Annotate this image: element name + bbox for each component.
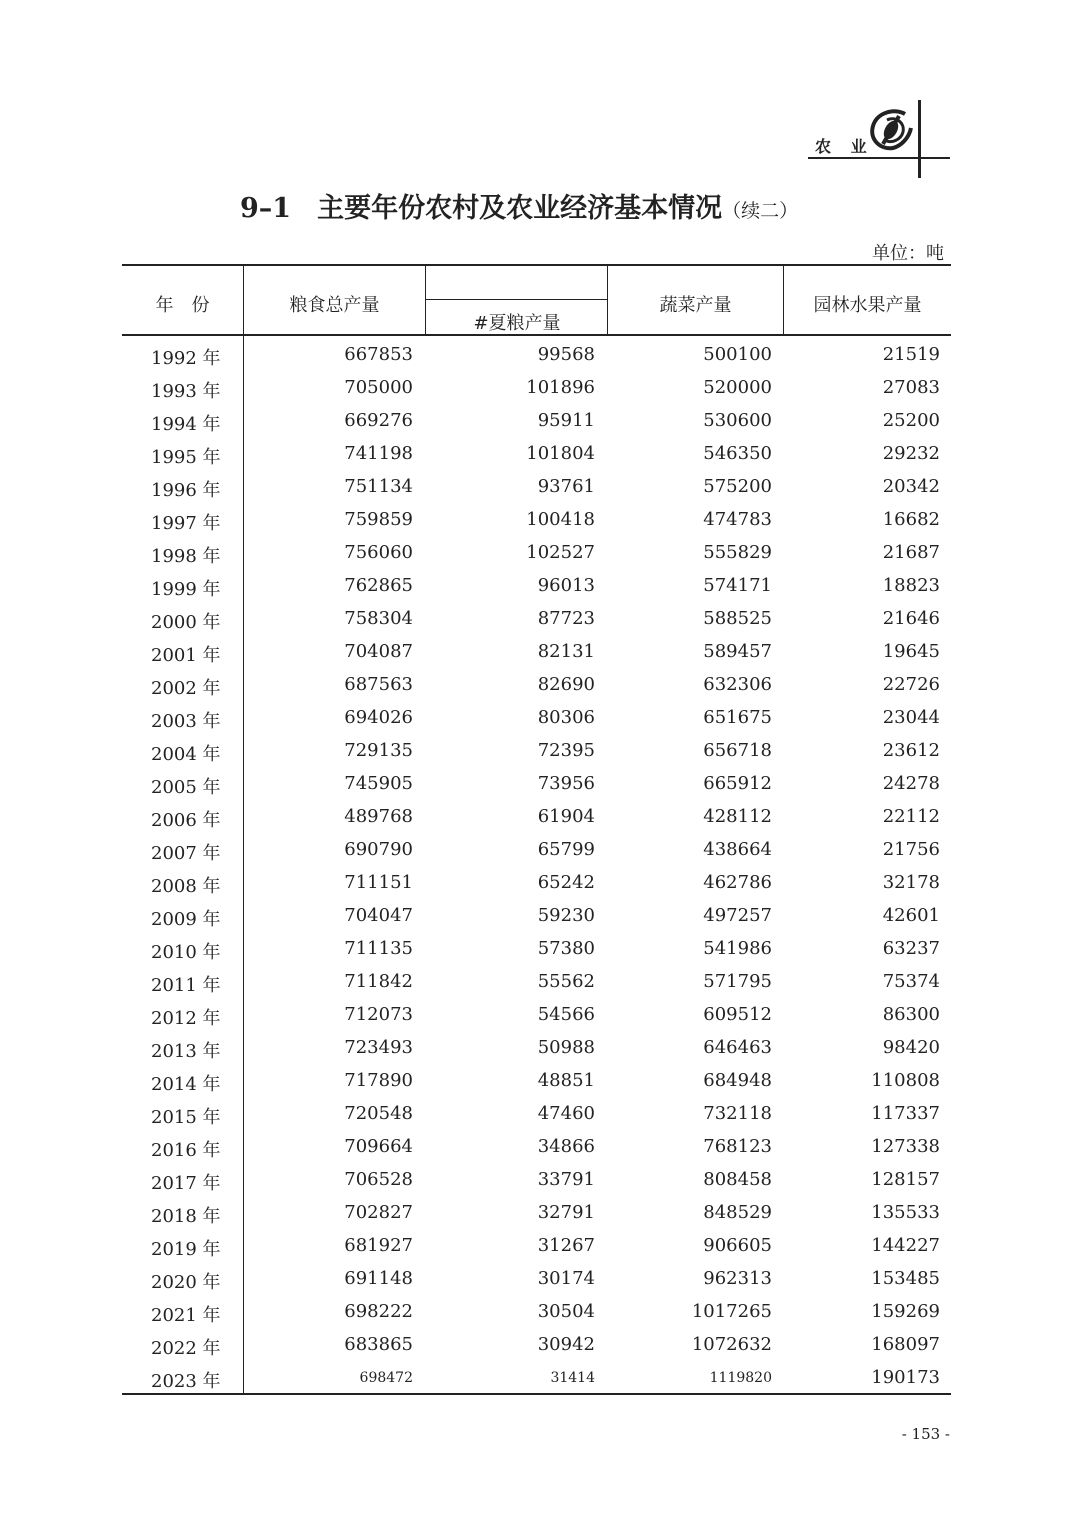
cell-grain: 683865 (344, 1334, 413, 1355)
cell-summer-grain: 65242 (537, 872, 595, 893)
table-row (122, 337, 951, 370)
cell-year: 2000 年 (151, 612, 221, 633)
header-horizontal-rule (808, 157, 950, 159)
cell-grain: 729135 (344, 740, 413, 761)
cell-year: 2012 年 (151, 1008, 221, 1029)
cell-vegetables: 684948 (703, 1070, 772, 1091)
cell-grain: 694026 (344, 707, 413, 728)
table-row (122, 700, 951, 733)
cell-year: 2013 年 (151, 1041, 221, 1062)
cell-grain: 756060 (344, 542, 413, 563)
cell-grain: 712073 (344, 1004, 413, 1025)
cell-summer-grain: 48851 (537, 1070, 595, 1091)
table-title-text: 主要年份农村及农业经济基本情况 (317, 193, 723, 224)
cell-grain: 669276 (344, 410, 413, 431)
cell-fruit: 20342 (882, 476, 940, 497)
cell-grain: 759859 (344, 509, 413, 530)
cell-vegetables: 574171 (703, 575, 772, 596)
cell-summer-grain: 99568 (537, 344, 595, 365)
cell-summer-grain: 73956 (537, 773, 595, 794)
table-row (122, 1327, 951, 1360)
cell-vegetables: 656718 (703, 740, 772, 761)
cell-fruit: 63237 (882, 938, 940, 959)
cell-summer-grain: 30942 (537, 1334, 595, 1355)
cell-fruit: 27083 (882, 377, 940, 398)
cell-grain: 711135 (344, 938, 413, 959)
cell-grain: 690790 (344, 839, 413, 860)
cell-vegetables: 962313 (703, 1268, 772, 1289)
cell-fruit: 22112 (882, 806, 940, 827)
cell-grain: 706528 (344, 1169, 413, 1190)
cell-fruit: 21756 (882, 839, 940, 860)
table-row (122, 436, 951, 469)
cell-vegetables: 530600 (703, 410, 772, 431)
table-row (122, 865, 951, 898)
cell-year: 2023 年 (151, 1371, 221, 1392)
cell-fruit: 23612 (882, 740, 940, 761)
cell-grain: 698472 (359, 1370, 413, 1386)
cell-grain: 704087 (344, 641, 413, 662)
cell-fruit: 18823 (882, 575, 940, 596)
cell-grain: 758304 (344, 608, 413, 629)
cell-grain: 711842 (344, 971, 413, 992)
cell-vegetables: 1017265 (691, 1301, 772, 1322)
cell-vegetables: 651675 (703, 707, 772, 728)
cell-grain: 681927 (344, 1235, 413, 1256)
header-fruit: 园林水果产量 (813, 295, 922, 316)
cell-grain: 704047 (344, 905, 413, 926)
table-row (122, 997, 951, 1030)
cell-summer-grain: 59230 (537, 905, 595, 926)
cell-year: 2015 年 (151, 1107, 221, 1128)
cell-year: 2014 年 (151, 1074, 221, 1095)
cell-vegetables: 1072632 (691, 1334, 772, 1355)
cell-fruit: 25200 (882, 410, 940, 431)
cell-fruit: 86300 (882, 1004, 940, 1025)
cell-grain: 741198 (344, 443, 413, 464)
header-vertical-rule (918, 100, 921, 178)
cell-vegetables: 500100 (703, 344, 772, 365)
cell-year: 1999 年 (151, 579, 221, 600)
cell-fruit: 144227 (871, 1235, 940, 1256)
cell-year: 1998 年 (151, 546, 221, 567)
cell-grain: 702827 (344, 1202, 413, 1223)
cell-fruit: 32178 (882, 872, 940, 893)
cell-year: 2008 年 (151, 876, 221, 897)
cell-summer-grain: 102527 (526, 542, 595, 563)
table-row (122, 964, 951, 997)
cell-fruit: 42601 (882, 905, 940, 926)
cell-fruit: 110808 (871, 1070, 940, 1091)
cell-fruit: 21519 (882, 344, 940, 365)
cell-year: 1993 年 (151, 381, 221, 402)
cell-fruit: 75374 (882, 971, 940, 992)
cell-summer-grain: 65799 (537, 839, 595, 860)
cell-fruit: 98420 (882, 1037, 940, 1058)
header-year: 年 份 (155, 295, 210, 316)
cell-year: 1994 年 (151, 414, 221, 435)
page-number-line: - 153 - (901, 1425, 950, 1443)
cell-summer-grain: 50988 (537, 1037, 595, 1058)
table-body (122, 337, 951, 1393)
cell-year: 1992 年 (151, 348, 221, 369)
cell-grain: 723493 (344, 1037, 413, 1058)
cell-grain: 687563 (344, 674, 413, 695)
cell-year: 2019 年 (151, 1239, 221, 1260)
cell-vegetables: 438664 (703, 839, 772, 860)
cell-summer-grain: 31414 (550, 1370, 595, 1386)
table-row (122, 634, 951, 667)
cell-vegetables: 555829 (703, 542, 772, 563)
cell-summer-grain: 80306 (537, 707, 595, 728)
cell-year: 2016 年 (151, 1140, 221, 1161)
cell-summer-grain: 57380 (537, 938, 595, 959)
cell-year: 2021 年 (151, 1305, 221, 1326)
cell-year: 1997 年 (151, 513, 221, 534)
table-row (122, 1360, 951, 1393)
cell-vegetables: 609512 (703, 1004, 772, 1025)
table-number: 9–1 (240, 193, 292, 224)
table-row (122, 1228, 951, 1261)
cell-fruit: 153485 (871, 1268, 940, 1289)
table-row (122, 832, 951, 865)
cell-grain: 717890 (344, 1070, 413, 1091)
cell-fruit: 117337 (871, 1103, 940, 1124)
cell-vegetables: 808458 (703, 1169, 772, 1190)
cell-vegetables: 546350 (703, 443, 772, 464)
cell-vegetables: 571795 (703, 971, 772, 992)
cell-summer-grain: 55562 (537, 971, 595, 992)
cell-vegetables: 665912 (703, 773, 772, 794)
cell-fruit: 21646 (882, 608, 940, 629)
cell-vegetables: 589457 (703, 641, 772, 662)
cell-fruit: 23044 (882, 707, 940, 728)
cell-fruit: 21687 (882, 542, 940, 563)
cell-vegetables: 646463 (703, 1037, 772, 1058)
cell-summer-grain: 34866 (537, 1136, 595, 1157)
cell-year: 2009 年 (151, 909, 221, 930)
cell-summer-grain: 101896 (526, 377, 595, 398)
header-vegetables: 蔬菜产量 (659, 295, 732, 316)
cell-vegetables: 474783 (703, 509, 772, 530)
cell-year: 1996 年 (151, 480, 221, 501)
subheader-rule (426, 299, 608, 300)
cell-summer-grain: 101804 (526, 443, 595, 464)
table-row (122, 733, 951, 766)
cell-vegetables: 906605 (703, 1235, 772, 1256)
cell-vegetables: 588525 (703, 608, 772, 629)
cell-fruit: 24278 (882, 773, 940, 794)
section-logo-icon (865, 106, 915, 154)
cell-fruit: 22726 (882, 674, 940, 695)
cell-fruit: 29232 (882, 443, 940, 464)
table-row (122, 898, 951, 931)
cell-year: 2010 年 (151, 942, 221, 963)
table-row (122, 1294, 951, 1327)
cell-fruit: 135533 (871, 1202, 940, 1223)
cell-fruit: 19645 (882, 641, 940, 662)
table-row (122, 766, 951, 799)
cell-vegetables: 1119820 (709, 1370, 772, 1386)
cell-fruit: 168097 (871, 1334, 940, 1355)
table-row (122, 667, 951, 700)
cell-year: 2003 年 (151, 711, 221, 732)
header-summer-grain: #夏粮产量 (473, 313, 561, 334)
cell-grain: 720548 (344, 1103, 413, 1124)
table-row (122, 568, 951, 601)
table-row (122, 502, 951, 535)
cell-summer-grain: 72395 (537, 740, 595, 761)
table-row (122, 1030, 951, 1063)
cell-grain: 709664 (344, 1136, 413, 1157)
cell-summer-grain: 100418 (526, 509, 595, 530)
cell-summer-grain: 54566 (537, 1004, 595, 1025)
cell-grain: 751134 (344, 476, 413, 497)
table-row (122, 370, 951, 403)
table-row (122, 1063, 951, 1096)
cell-vegetables: 462786 (703, 872, 772, 893)
cell-vegetables: 768123 (703, 1136, 772, 1157)
cell-year: 2001 年 (151, 645, 221, 666)
cell-summer-grain: 33791 (537, 1169, 595, 1190)
cell-summer-grain: 95911 (537, 410, 595, 431)
cell-year: 2011 年 (151, 975, 221, 996)
cell-grain: 489768 (344, 806, 413, 827)
cell-summer-grain: 82690 (537, 674, 595, 695)
cell-vegetables: 848529 (703, 1202, 772, 1223)
table-top-rule (122, 264, 951, 266)
table-row (122, 601, 951, 634)
cell-fruit: 190173 (871, 1367, 940, 1388)
cell-year: 2006 年 (151, 810, 221, 831)
table-row (122, 1162, 951, 1195)
section-label: 农 业 (815, 137, 874, 156)
header-grain: 粮食总产量 (289, 295, 380, 316)
cell-summer-grain: 30174 (537, 1268, 595, 1289)
cell-vegetables: 520000 (703, 377, 772, 398)
cell-year: 2018 年 (151, 1206, 221, 1227)
cell-vegetables: 497257 (703, 905, 772, 926)
cell-grain: 705000 (344, 377, 413, 398)
cell-year: 2002 年 (151, 678, 221, 699)
cell-vegetables: 632306 (703, 674, 772, 695)
table-row (122, 1261, 951, 1294)
cell-summer-grain: 31267 (537, 1235, 595, 1256)
cell-year: 2007 年 (151, 843, 221, 864)
table-title-suffix: （续二） (722, 200, 799, 222)
cell-summer-grain: 82131 (537, 641, 595, 662)
cell-summer-grain: 61904 (537, 806, 595, 827)
cell-summer-grain: 47460 (537, 1103, 595, 1124)
table-title (240, 186, 798, 225)
cell-summer-grain: 96013 (537, 575, 595, 596)
cell-grain: 745905 (344, 773, 413, 794)
cell-fruit: 159269 (871, 1301, 940, 1322)
table-row (122, 403, 951, 436)
cell-year: 2022 年 (151, 1338, 221, 1359)
cell-year: 2020 年 (151, 1272, 221, 1293)
cell-vegetables: 428112 (703, 806, 772, 827)
table-row (122, 1195, 951, 1228)
cell-fruit: 16682 (882, 509, 940, 530)
cell-year: 1995 年 (151, 447, 221, 468)
cell-vegetables: 732118 (703, 1103, 772, 1124)
cell-summer-grain: 32791 (537, 1202, 595, 1223)
cell-summer-grain: 30504 (537, 1301, 595, 1322)
table-row (122, 469, 951, 502)
unit-label: 单位：吨 (872, 243, 944, 264)
table-row (122, 931, 951, 964)
cell-grain: 762865 (344, 575, 413, 596)
cell-summer-grain: 93761 (537, 476, 595, 497)
table-row (122, 1129, 951, 1162)
cell-vegetables: 575200 (703, 476, 772, 497)
cell-grain: 698222 (344, 1301, 413, 1322)
cell-grain: 667853 (344, 344, 413, 365)
cell-fruit: 128157 (871, 1169, 940, 1190)
cell-grain: 711151 (344, 872, 413, 893)
cell-grain: 691148 (344, 1268, 413, 1289)
cell-summer-grain: 87723 (537, 608, 595, 629)
cell-year: 2017 年 (151, 1173, 221, 1194)
table-bottom-rule (122, 1393, 951, 1395)
cell-year: 2005 年 (151, 777, 221, 798)
cell-year: 2004 年 (151, 744, 221, 765)
table-row (122, 535, 951, 568)
cell-fruit: 127338 (871, 1136, 940, 1157)
table-row (122, 799, 951, 832)
table-row (122, 1096, 951, 1129)
cell-vegetables: 541986 (703, 938, 772, 959)
